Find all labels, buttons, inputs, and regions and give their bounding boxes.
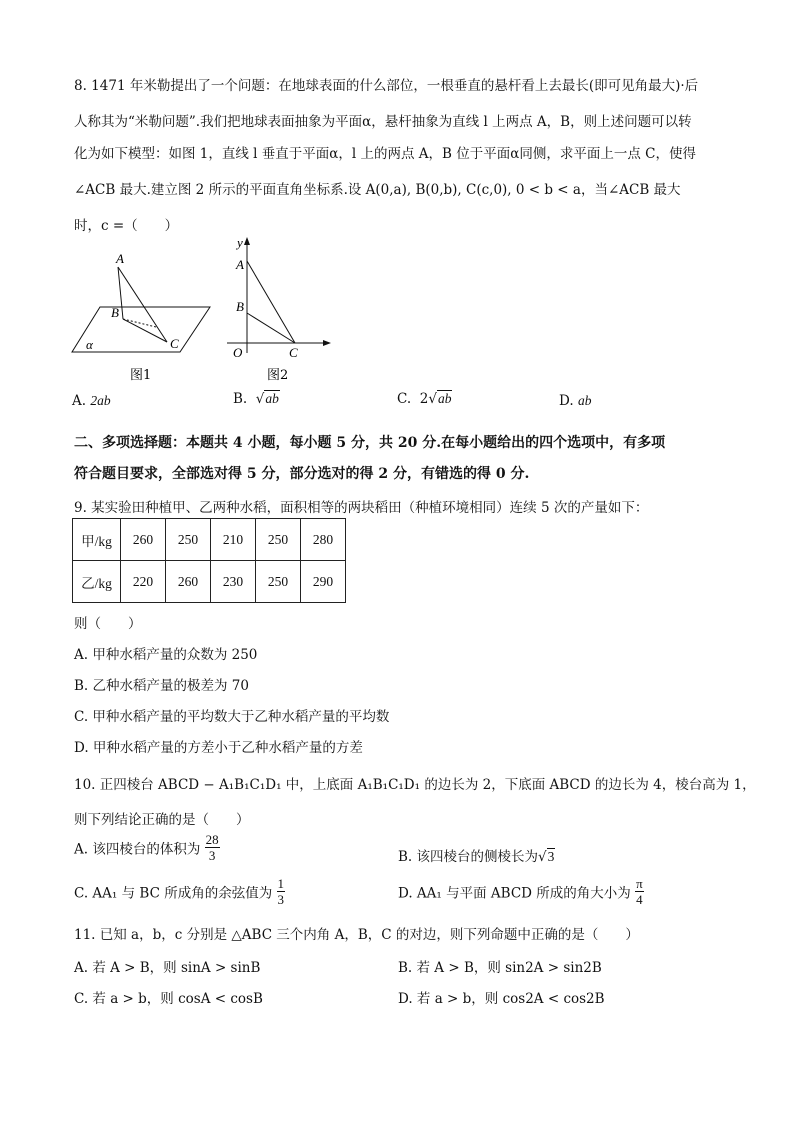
x-axis-arrow: [323, 340, 331, 346]
segment-bc: [247, 313, 295, 343]
q9-option-a: A. 甲种水稻产量的众数为 250: [74, 647, 258, 663]
table-cell: 260: [121, 519, 166, 561]
q11-option-c: C. 若 a > b，则 cosA < cosB: [74, 991, 263, 1007]
fig1-caption: 图1: [130, 368, 152, 383]
fig2-label-o: O: [233, 345, 243, 360]
hidden-segment: [123, 319, 156, 327]
table-cell: 230: [211, 561, 256, 603]
q11-option-d: D. 若 a > b，则 cos2A < cos2B: [398, 991, 605, 1007]
q8-line-1: 8. 1471 年米勒提出了一个问题：在地球表面的什么部位，一根垂直的悬杆看上去最长(即可见角最大)·后: [74, 78, 699, 94]
q9-option-c: C. 甲种水稻产量的平均数大于乙种水稻产量的平均数: [74, 709, 390, 725]
q11-option-b: B. 若 A > B，则 sin2A > sin2B: [398, 960, 602, 976]
figure-2: [225, 235, 335, 390]
table-cell: 250: [166, 519, 211, 561]
q10-option-d: D. AA₁ 与平面 ABCD 所成的角大小为 $\frac{\pi}{4}$: [398, 876, 643, 907]
q9-stem: 9. 某实验田种植甲、乙两种水稻，面积相等的两块稻田（种植环境相同）连续 5 次的产量如下：: [74, 500, 649, 516]
segment-bc: [123, 319, 167, 342]
fig1-label-alpha: α: [86, 337, 93, 352]
table-row-label: 乙/kg: [73, 561, 121, 603]
table-row-label: 甲/kg: [73, 519, 121, 561]
table-cell: 290: [301, 561, 346, 603]
fig2-label-a: A: [236, 257, 244, 272]
fig2-caption: 图2: [267, 368, 289, 383]
y-axis-arrow: [244, 237, 250, 245]
q9-then: 则（ ）: [74, 616, 142, 632]
section-2-heading-line-1: 二、多项选择题：本题共 4 小题，每小题 5 分，共 20 分.在每小题给出的四个选项中，有多项: [74, 435, 666, 451]
table-cell: 260: [166, 561, 211, 603]
section-2-heading-line-2: 符合题目要求，全部选对得 5 分，部分选对的得 2 分，有错选的得 0 分.: [74, 466, 530, 482]
table-cell: 250: [256, 561, 301, 603]
q9-option-d: D. 甲种水稻产量的方差小于乙种水稻产量的方差: [74, 740, 363, 756]
table-cell: 220: [121, 561, 166, 603]
fig1-label-a: A: [116, 251, 124, 266]
q9-option-b: B. 乙种水稻产量的极差为 70: [74, 678, 249, 694]
q8-option-b: B. √ab: [233, 391, 279, 407]
q8-option-c: C. 2√ab: [397, 391, 452, 407]
table-row: [73, 519, 346, 561]
table-row: [73, 561, 346, 603]
q8-option-d: D. ab: [559, 393, 592, 409]
q10-option-b: B. 该四棱台的侧棱长为√3: [398, 849, 555, 865]
fig1-label-c: C: [170, 336, 179, 351]
table-cell: 250: [256, 519, 301, 561]
q11-stem: 11. 已知 a，b，c 分别是 △ABC 三个内角 A，B，C 的对边，则下列命题中正确的是（ ）: [74, 927, 639, 943]
q8-line-5: 时，c =（ ）: [74, 218, 179, 234]
segment-ac: [247, 261, 295, 343]
q10-line-1: 10. 正四棱台 ABCD − A₁B₁C₁D₁ 中，上底面 A₁B₁C₁D₁ 的边长为 2，下底面 ABCD 的边长为 4，棱台高为 1，: [74, 777, 756, 793]
q8-line-3: 化为如下模型：如图 1，直线 l 垂直于平面α，l 上的两点 A，B 位于平面α同侧，求平面上一点 C，使得: [74, 146, 696, 162]
fig2-label-b: B: [236, 299, 244, 314]
q10-option-a: A. 该四棱台的体积为 $\frac{28}{3}$: [74, 832, 219, 863]
segment-ac: [118, 267, 167, 342]
fig2-label-y: y: [237, 235, 243, 250]
q10-option-c: C. AA₁ 与 BC 所成角的余弦值为 $\frac{1}{3}$: [74, 876, 285, 907]
q8-line-2: 人称其为“米勒问题”.我们把地球表面抽象为平面α，悬杆抽象为直线 l 上两点 A，B，则上述问题可以转: [74, 114, 692, 130]
table-cell: 280: [301, 519, 346, 561]
q10-line-2: 则下列结论正确的是（ ）: [74, 812, 250, 828]
table-cell: 210: [211, 519, 256, 561]
figure-1: [70, 245, 215, 390]
q9-yield-table: [72, 518, 346, 603]
fig2-label-c: C: [289, 345, 298, 360]
q8-option-a: A. 2ab: [72, 393, 111, 409]
q11-option-a: A. 若 A > B，则 sinA > sinB: [74, 960, 261, 976]
fig1-label-b: B: [111, 305, 119, 320]
q8-line-4: ∠ACB 最大.建立图 2 所示的平面直角坐标系.设 A(0,a), B(0,b), C(c,0), 0 < b < a，当∠ACB 最大: [74, 182, 681, 198]
